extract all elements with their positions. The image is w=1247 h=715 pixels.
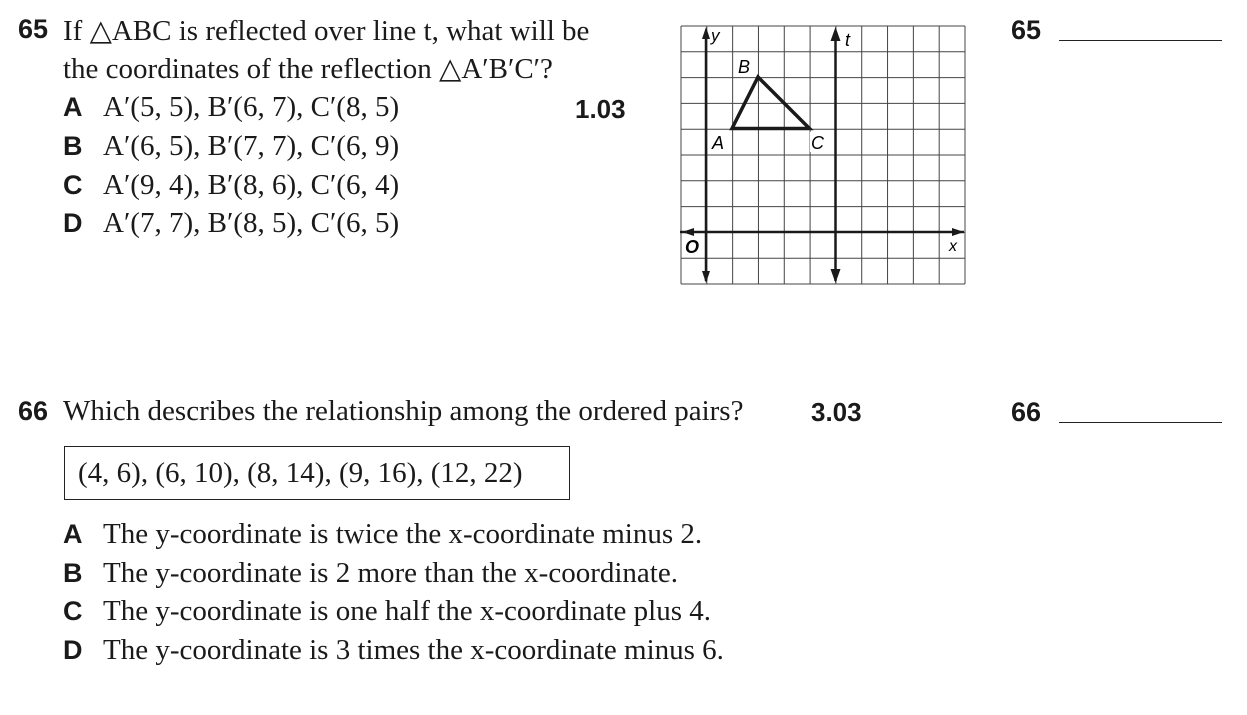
line-t-label: t bbox=[845, 30, 851, 50]
answer-choice-d[interactable] bbox=[63, 207, 399, 240]
choice-text: The y-coordinate is 3 times the x-coordinate minus 6. bbox=[103, 634, 724, 666]
answer-choice-a[interactable] bbox=[63, 518, 702, 551]
choice-letter: B bbox=[63, 131, 83, 161]
standard-code: 1.03 bbox=[575, 94, 626, 124]
answer-blank-65[interactable] bbox=[1059, 40, 1222, 41]
choice-letter: D bbox=[63, 635, 83, 665]
ordered-pairs: (4, 6), (6, 10), (8, 14), (9, 16), (12, 22) bbox=[78, 457, 523, 489]
choice-letter: A bbox=[63, 519, 83, 549]
answer-choice-c[interactable] bbox=[63, 595, 711, 628]
question-stem-line-2: the coordinates of the reflection △A′B′C′? bbox=[63, 53, 553, 85]
answer-choice-a[interactable] bbox=[63, 91, 399, 124]
y-axis-label: y bbox=[711, 26, 720, 45]
question-stem: Which describes the relationship among the ordered pairs? bbox=[63, 395, 744, 427]
point-a-label: A bbox=[712, 133, 725, 153]
answer-choice-b[interactable] bbox=[63, 557, 678, 590]
coordinate-grid bbox=[680, 25, 966, 287]
triangle-abc bbox=[732, 77, 810, 129]
answer-blank-66[interactable] bbox=[1059, 422, 1222, 423]
x-axis-arrow-right bbox=[952, 228, 964, 236]
choice-text: The y-coordinate is one half the x-coordinate plus 4. bbox=[103, 595, 711, 627]
answer-choice-b[interactable] bbox=[63, 130, 399, 163]
x-axis-label: x bbox=[949, 238, 957, 255]
ordered-pairs-box bbox=[64, 446, 570, 500]
x-axis-arrow-left bbox=[682, 228, 694, 236]
question-number: 65 bbox=[18, 14, 49, 44]
answer-number: 66 bbox=[1011, 397, 1042, 427]
answer-number: 65 bbox=[1011, 15, 1042, 45]
question-number: 66 bbox=[18, 396, 49, 426]
answer-choice-d[interactable] bbox=[63, 634, 724, 667]
point-b-label: B bbox=[738, 57, 751, 77]
choice-letter: A bbox=[63, 92, 83, 122]
question-stem-line-1: If △ABC is reflected over line t, what will be bbox=[63, 15, 590, 47]
answer-choice-c[interactable] bbox=[63, 169, 399, 202]
choice-text: A′(7, 7), B′(8, 5), C′(6, 5) bbox=[103, 207, 400, 239]
choice-text: A′(6, 5), B′(7, 7), C′(6, 9) bbox=[103, 130, 400, 162]
choice-letter: B bbox=[63, 558, 83, 588]
standard-code: 3.03 bbox=[811, 397, 862, 427]
choice-letter: C bbox=[63, 170, 83, 200]
choice-letter: D bbox=[63, 208, 83, 238]
line-t-arrow-up bbox=[831, 27, 841, 41]
choice-text: The y-coordinate is 2 more than the x-coordinate. bbox=[103, 557, 678, 589]
choice-text: A′(5, 5), B′(6, 7), C′(8, 5) bbox=[103, 91, 400, 123]
choice-text: The y-coordinate is twice the x-coordinate minus 2. bbox=[103, 518, 703, 550]
point-c-label: C bbox=[811, 133, 824, 153]
y-axis-arrow-up bbox=[702, 27, 710, 39]
origin-label: O bbox=[685, 237, 700, 257]
choice-text: A′(9, 4), B′(8, 6), C′(6, 4) bbox=[103, 169, 400, 201]
y-axis-arrow-down bbox=[702, 271, 710, 283]
line-t-arrow-down bbox=[831, 269, 841, 283]
choice-letter: C bbox=[63, 596, 83, 626]
